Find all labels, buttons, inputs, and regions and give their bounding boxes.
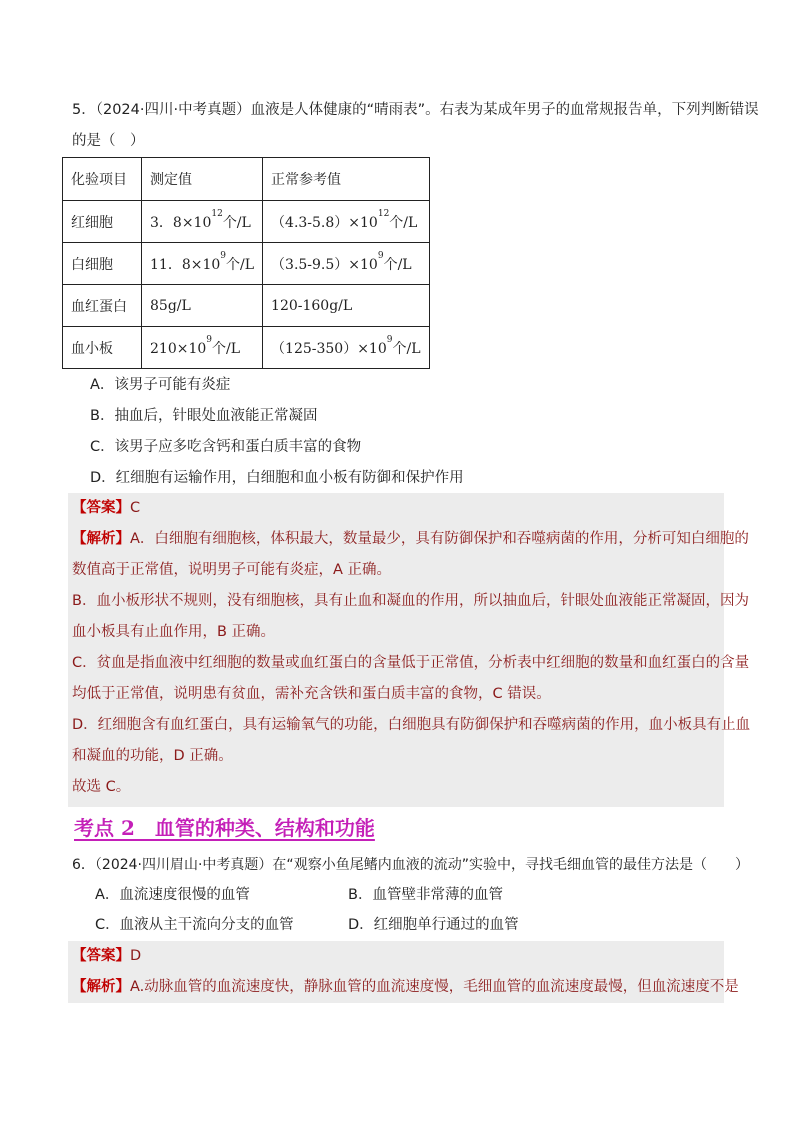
q5-analysis-line: 数值高于正常值，说明男子可能有炎症，A 正确。 bbox=[72, 562, 392, 578]
row-reference: $(4.3-5.8)\times 10^{12}$个/L bbox=[263, 201, 429, 243]
analysis-tag: 【解析】 bbox=[72, 979, 130, 995]
q6-option-d: D．红细胞单行通过的血管 bbox=[348, 917, 519, 933]
q6-stem: 6．（2024·四川眉山·中考真题）在“观察小鱼尾鳍内血液的流动”实验中，寻找毛细血管的最佳方法是（ ） bbox=[72, 857, 749, 873]
q5-option-b: B．抽血后，针眼处血液能正常凝固 bbox=[90, 408, 318, 424]
blood-report-table bbox=[62, 157, 430, 369]
q5-option-a: A．该男子可能有炎症 bbox=[90, 377, 231, 393]
row-reference: 120-160g/L bbox=[263, 285, 429, 327]
q5-analysis-line: 【解析】A．白细胞有细胞核，体积最大，数量最少，具有防御保护和吞噬病菌的作用，分析可知白细胞的 bbox=[72, 531, 749, 547]
q5-stem bbox=[72, 95, 759, 157]
header-reference: 正常参考值 bbox=[263, 158, 429, 201]
row-reference: $(3.5-9.5)\times 10^9$个/L bbox=[263, 243, 429, 285]
row-item: 红细胞 bbox=[63, 201, 142, 243]
q5-answer-box bbox=[68, 493, 751, 807]
q6-option-b: B．血管壁非常薄的血管 bbox=[348, 887, 503, 903]
answer-value: C bbox=[130, 500, 141, 516]
row-value: 3．$8\times 10^{12}$个/L bbox=[142, 201, 263, 243]
table-header-row bbox=[63, 158, 430, 201]
q5-analysis-line: 血小板具有止血作用，B 正确。 bbox=[72, 624, 276, 640]
row-value: 85g/L bbox=[142, 285, 263, 327]
analysis-tag: 【解析】 bbox=[72, 531, 130, 547]
q5-option-d: D．红细胞有运输作用，白细胞和血小板有防御和保护作用 bbox=[90, 470, 464, 486]
q5-analysis-line: B．血小板形状不规则，没有细胞核，具有止血和凝血的作用，所以抽血后，针眼处血液能正常凝固，因为 bbox=[72, 593, 749, 609]
table-row bbox=[63, 243, 430, 285]
row-reference: $(125-350)\times 10^9$个/L bbox=[263, 327, 429, 369]
row-item: 白细胞 bbox=[63, 243, 142, 285]
q5-analysis-line: D．红细胞含有血红蛋白，具有运输氧气的功能，白细胞具有防御保护和吞噬病菌的作用，血小板具有止血 bbox=[72, 717, 751, 733]
q6-option-c: C．血液从主干流向分支的血管 bbox=[95, 917, 294, 933]
header-value: 测定值 bbox=[142, 158, 263, 201]
table-row bbox=[63, 327, 430, 369]
answer-tag: 【答案】 bbox=[72, 500, 130, 516]
q5-analysis-line: C．贫血是指血液中红细胞的数量或血红蛋白的含量低于正常值，分析表中红细胞的数量和血红蛋白的含量 bbox=[72, 655, 750, 671]
q5-analysis-line: 和凝血的功能，D 正确。 bbox=[72, 748, 233, 764]
row-value: $210\times 10^9$个/L bbox=[142, 327, 263, 369]
q5-stem-line1: 5．（2024·四川·中考真题）血液是人体健康的“晴雨表”。右表为某成年男子的血常规报告单，下列判断错误 bbox=[72, 102, 759, 118]
answer-tag: 【答案】 bbox=[72, 948, 130, 964]
q5-answer-line bbox=[68, 493, 724, 524]
table-row bbox=[63, 285, 430, 327]
q5-analysis-line: 故选 C。 bbox=[72, 779, 131, 795]
q5-stem-line2: 的是（ ） bbox=[72, 133, 145, 149]
q6-answer-line bbox=[68, 941, 724, 972]
row-value: 11．$8\times 10^9$个/L bbox=[142, 243, 263, 285]
q6-analysis-line: 【解析】A.动脉血管的血流速度快，静脉血管的血流速度慢，毛细血管的血流速度最慢，但血流速度不是 bbox=[72, 979, 739, 995]
header-item: 化验项目 bbox=[63, 158, 142, 201]
row-item: 血小板 bbox=[63, 327, 142, 369]
q5-analysis-line: 均低于正常值，说明患有贫血，需补充含铁和蛋白质丰富的食物，C 错误。 bbox=[72, 686, 551, 702]
table-row bbox=[63, 201, 430, 243]
q6-answer-box bbox=[68, 941, 739, 1003]
answer-value: D bbox=[130, 948, 142, 964]
q6-option-a: A．血流速度很慢的血管 bbox=[95, 887, 250, 903]
row-item: 血红蛋白 bbox=[63, 285, 142, 327]
section-heading: 考点 2 血管的种类、结构和功能 bbox=[74, 816, 375, 840]
q5-option-c: C．该男子应多吃含钙和蛋白质丰富的食物 bbox=[90, 439, 362, 455]
